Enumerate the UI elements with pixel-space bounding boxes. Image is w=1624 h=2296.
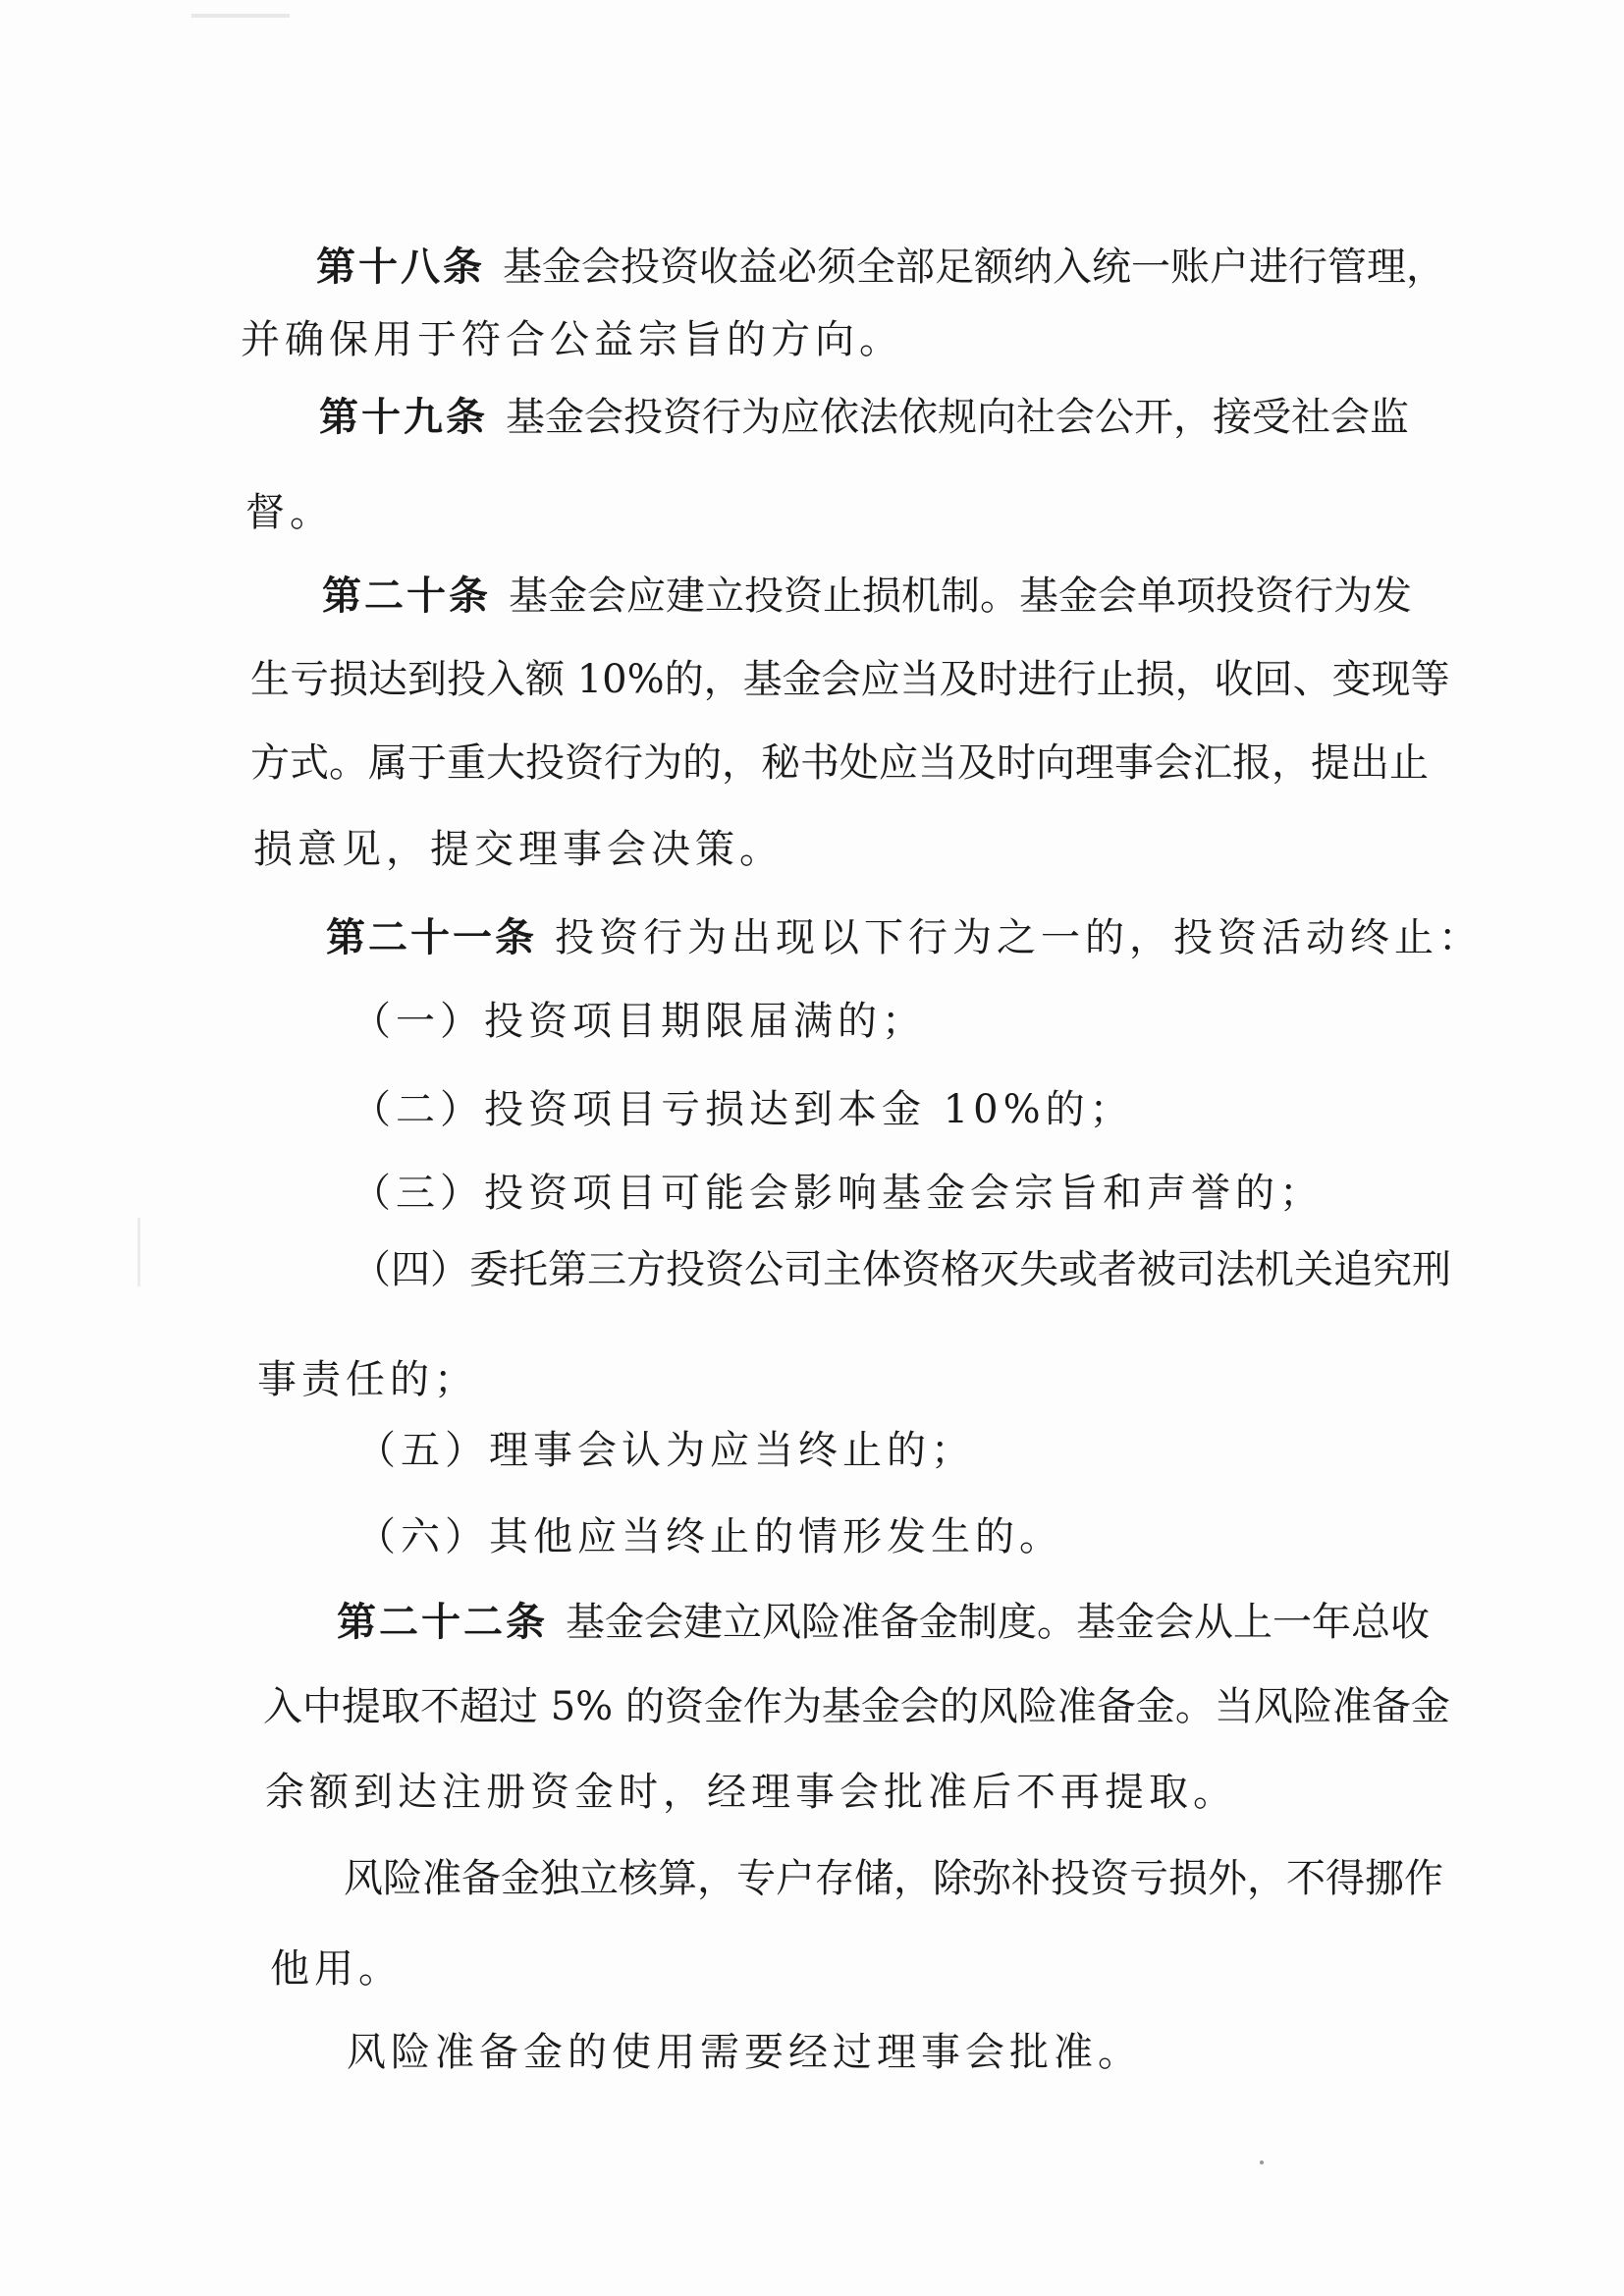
article-21-item-2: （二）投资项目亏损达到本金 10%的；	[352, 1087, 1134, 1132]
article-heading: 第二十二条	[337, 1599, 548, 1645]
article-21-item-5: （五）理事会认为应当终止的；	[356, 1428, 975, 1473]
article-22-line-1: 第二十二条 基金会建立风险准备金制度。基金会从上一年总收	[337, 1599, 1430, 1645]
scan-mark	[191, 14, 290, 18]
article-22-line-3: 余额到达注册资金时，经理事会批准后不再提取。	[265, 1770, 1237, 1815]
article-19-line-2: 督。	[245, 490, 334, 535]
article-22-paragraph-1: 风险准备金独立核算，专户存储，除弥补投资亏损外，不得挪作	[344, 1856, 1443, 1901]
scan-mark	[137, 1218, 140, 1286]
article-22-line-2: 入中提取不超过 5% 的资金作为基金会的风险准备金。当风险准备金	[263, 1684, 1450, 1729]
scan-dot	[1260, 2160, 1264, 2164]
article-21-item-6: （六）其他应当终止的情形发生的。	[356, 1514, 1063, 1559]
article-20-line-3: 方式。属于重大投资行为的，秘书处应当及时向理事会汇报，提出止	[250, 740, 1429, 786]
article-heading: 第二十条	[322, 573, 491, 619]
article-18-line-1: 第十八条 基金会投资收益必须全部足额纳入统一账户进行管理，	[316, 244, 1445, 290]
article-heading: 第十八条	[316, 244, 485, 290]
article-22-paragraph-1-cont: 他用。	[270, 1946, 403, 1992]
article-20-line-2: 生亏损达到投入额 10%的，基金会应当及时进行止损，收回、变现等	[250, 657, 1450, 702]
article-21-item-1: （一）投资项目期限届满的；	[352, 999, 926, 1044]
article-heading: 第十九条	[319, 394, 488, 440]
article-21-item-4: （四）委托第三方投资公司主体资格灭失或者被司法机关追究刑	[352, 1247, 1451, 1292]
article-21-line-1: 第二十一条 投资行为出现以下行为之一的，投资活动终止：	[326, 914, 1483, 960]
article-21-item-4-cont: 事责任的；	[257, 1357, 478, 1402]
article-19-line-1: 第十九条 基金会投资行为应依法依规向社会公开，接受社会监	[319, 394, 1409, 440]
article-heading: 第二十一条	[326, 914, 537, 960]
article-18-line-2: 并确保用于符合公益宗旨的方向。	[241, 317, 903, 362]
article-22-paragraph-2: 风险准备金的使用需要经过理事会批准。	[347, 2030, 1142, 2075]
article-21-item-3: （三）投资项目可能会影响基金会宗旨和声誉的；	[352, 1171, 1324, 1216]
article-20-line-4: 损意见，提交理事会决策。	[253, 827, 784, 872]
article-20-line-1: 第二十条 基金会应建立投资止损机制。基金会单项投资行为发	[322, 573, 1412, 619]
